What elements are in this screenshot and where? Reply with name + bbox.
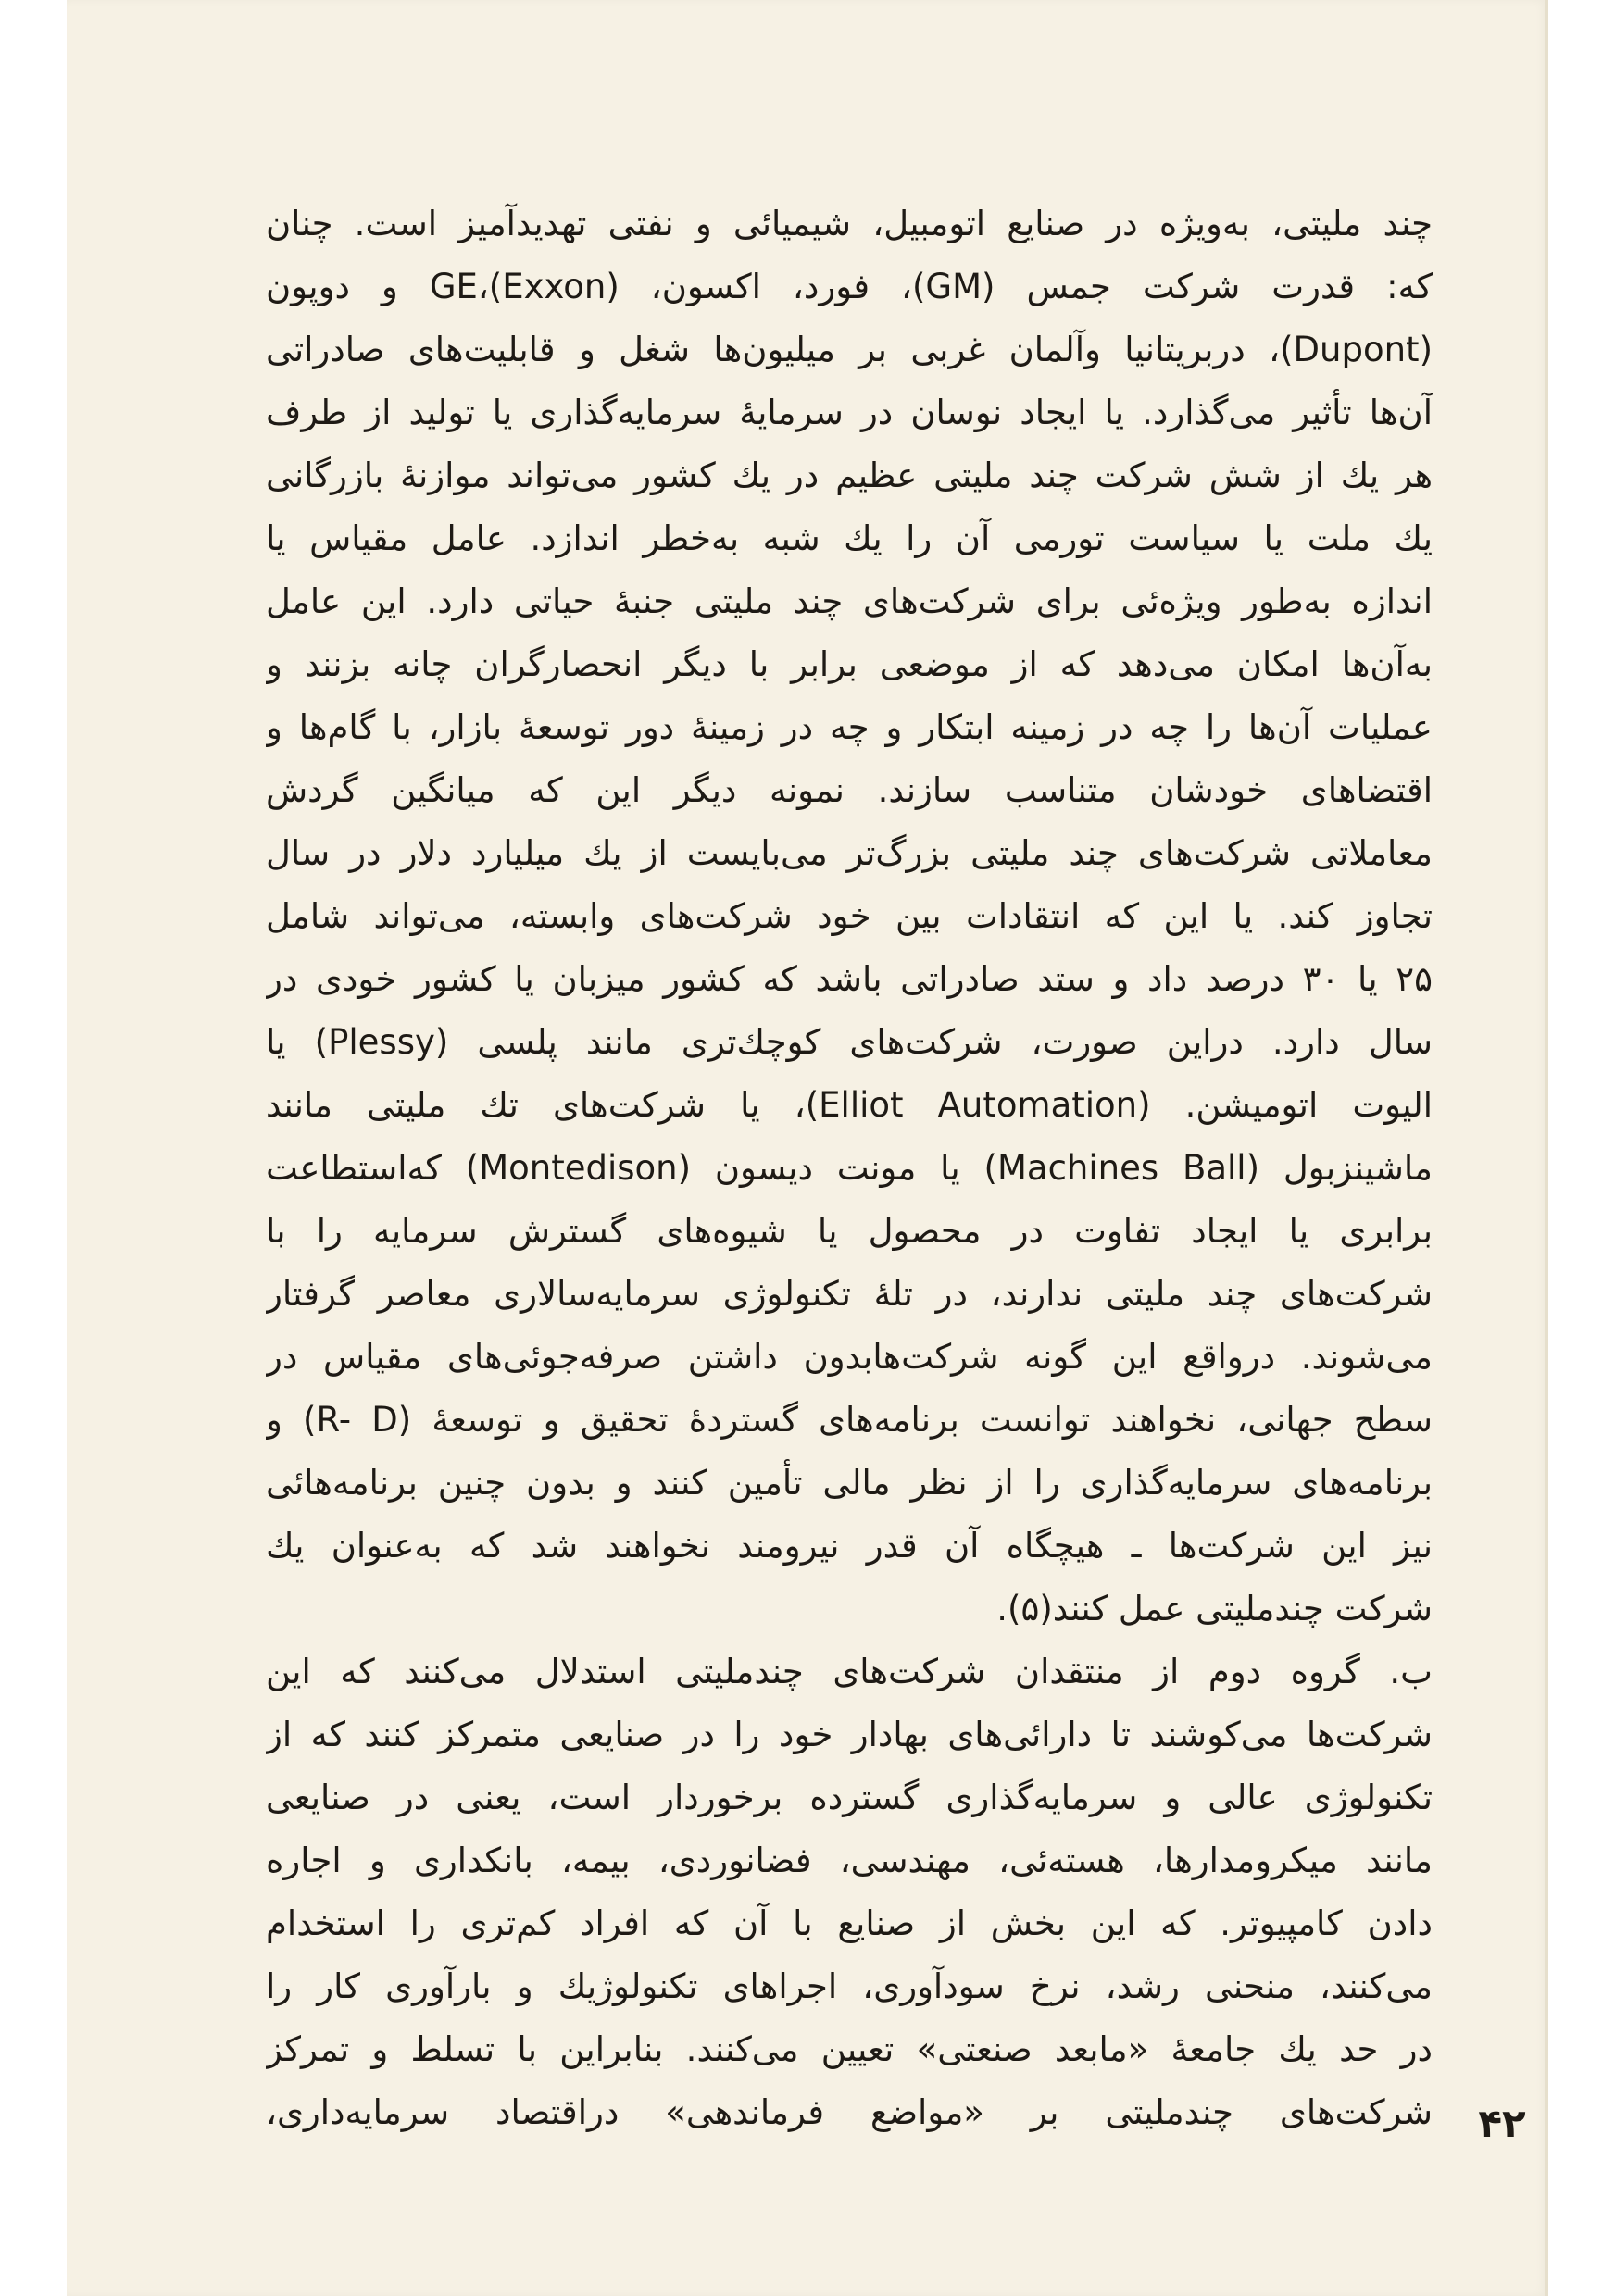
- text-line: تجاوز کند. یا این که انتقادات بین خود شرکت‌های وابسته، می‌تواند شامل: [266, 896, 1433, 936]
- text-line: دادن کامپیوتر. که این بخش از صنایع با آن که افراد کم‌تری را استخدام: [266, 1903, 1433, 1943]
- book-page: [67, 0, 1548, 2296]
- text-line: (Dupont)، دربریتانیا وآلمان غربی بر میلیون‌ها شغل و قابلیت‌های صادراتی: [266, 330, 1433, 369]
- text-line: اندازه به‌طور ویژه‌ئی برای شرکت‌های چند ملیتی جنبهٔ حیاتی دارد. این عامل: [266, 581, 1433, 621]
- text-line: شرکت‌های چندملیتی بر «مواضع فرماندهی» دراقتصاد سرمایه‌داری،: [266, 2092, 1433, 2132]
- text-line: چند ملیتی، به‌ویژه در صنایع اتومبیل، شیمیائی و نفتی تهدیدآمیز است. چنان: [266, 204, 1433, 243]
- text-line: ب. گروه دوم از منتقدان شرکت‌های چندملیتی استدلال می‌کنند که این: [266, 1652, 1433, 1691]
- text-line: برنامه‌های سرمایه‌گذاری را از نظر مالی تأمین کنند و بدون چنین برنامه‌هائی: [266, 1463, 1433, 1503]
- text-line: تکنولوژی عالی و سرمایه‌گذاری گسترده برخوردار است، یعنی در صنایعی: [266, 1778, 1433, 1817]
- text-line: هر یك از شش شرکت چند ملیتی عظیم در یك کشور می‌تواند موازنهٔ بازرگانی: [266, 455, 1433, 495]
- text-line: مانند میکرومدارها، هسته‌ئی، مهندسی، فضانوردی، بیمه، بانکداری و اجاره: [266, 1841, 1433, 1880]
- text-line: می‌شوند. درواقع این گونه شرکت‌هابدون داشتن صرفه‌جوئی‌های مقیاس در: [266, 1337, 1433, 1377]
- text-line: شرکت‌های چند ملیتی ندارند، در تلهٔ تکنولوژی سرمایه‌سالاری معاصر گرفتار: [266, 1274, 1433, 1314]
- text-line: شرکت‌ها می‌کوشند تا دارائی‌های بهادار خود را در صنایعی متمرکز کنند که از: [266, 1715, 1433, 1754]
- text-line: یك ملت یا سیاست تورمی آن را یك شبه به‌خطر اندازد. عامل مقیاس یا: [266, 518, 1433, 558]
- text-line: ماشینزبول (Machines Ball) یا مونت دیسون (Montedison) که‌استطاعت: [266, 1148, 1433, 1188]
- text-line: نیز این شرکت‌ها ـ هیچگاه آن قدر نیرومند نخواهند شد که به‌عنوان یك: [266, 1526, 1433, 1566]
- text-line: در حد یك جامعهٔ «مابعد صنعتی» تعیین می‌کنند. بنابراین با تسلط و تمرکز: [266, 2029, 1433, 2069]
- text-line: سطح جهانی، نخواهند توانست برنامه‌های گستردهٔ تحقیق و توسعهٔ (R- D) و: [266, 1400, 1433, 1440]
- text-line: سال دارد. دراین صورت، شرکت‌های کوچك‌تری مانند پلسی (Plessy) یا: [266, 1022, 1433, 1062]
- text-line: عملیات آن‌ها را چه در زمینه ابتکار و چه در زمینهٔ دور توسعهٔ بازار، با گام‌ها و: [266, 707, 1433, 747]
- text-line: آن‌ها تأثیر می‌گذارد. یا ایجاد نوسان در سرمایهٔ سرمایه‌گذاری یا تولید از طرف: [266, 393, 1433, 432]
- text-line: ۲۵ یا ۳۰ درصد داد و ستد صادراتی باشد که کشور میزبان یا کشور خودی در: [266, 959, 1433, 999]
- text-line: اقتضاهای خودشان متناسب سازند. نمونه دیگر این که میانگین گردش: [266, 770, 1433, 810]
- page-number: ۴۲: [1478, 2101, 1526, 2146]
- text-line: معاملاتی شرکت‌های چند ملیتی بزرگ‌تر می‌بایست از یك میلیارد دلار در سال: [266, 833, 1433, 873]
- text-line: الیوت اتومیشن. (Elliot Automation)، یا شرکت‌های تك ملیتی مانند: [266, 1085, 1433, 1125]
- text-line: برابری یا ایجاد تفاوت در محصول یا شیوه‌های گسترش سرمایه را با: [266, 1211, 1433, 1251]
- text-line: به‌آن‌ها امکان می‌دهد که از موضعی برابر با دیگر انحصارگران چانه بزنند و: [266, 644, 1433, 684]
- text-line: شرکت چندملیتی عمل کنند(۵).: [996, 1589, 1433, 1628]
- text-line: که: قدرت شرکت جمس (GM)، فورد، اکسون، GE،(Exxon) و دوپون: [266, 267, 1433, 306]
- body-text: [266, 193, 1433, 2144]
- text-line: می‌کنند، منحنی رشد، نرخ سودآوری، اجراهای تکنولوژیك و بارآوری کار را: [266, 1966, 1433, 2006]
